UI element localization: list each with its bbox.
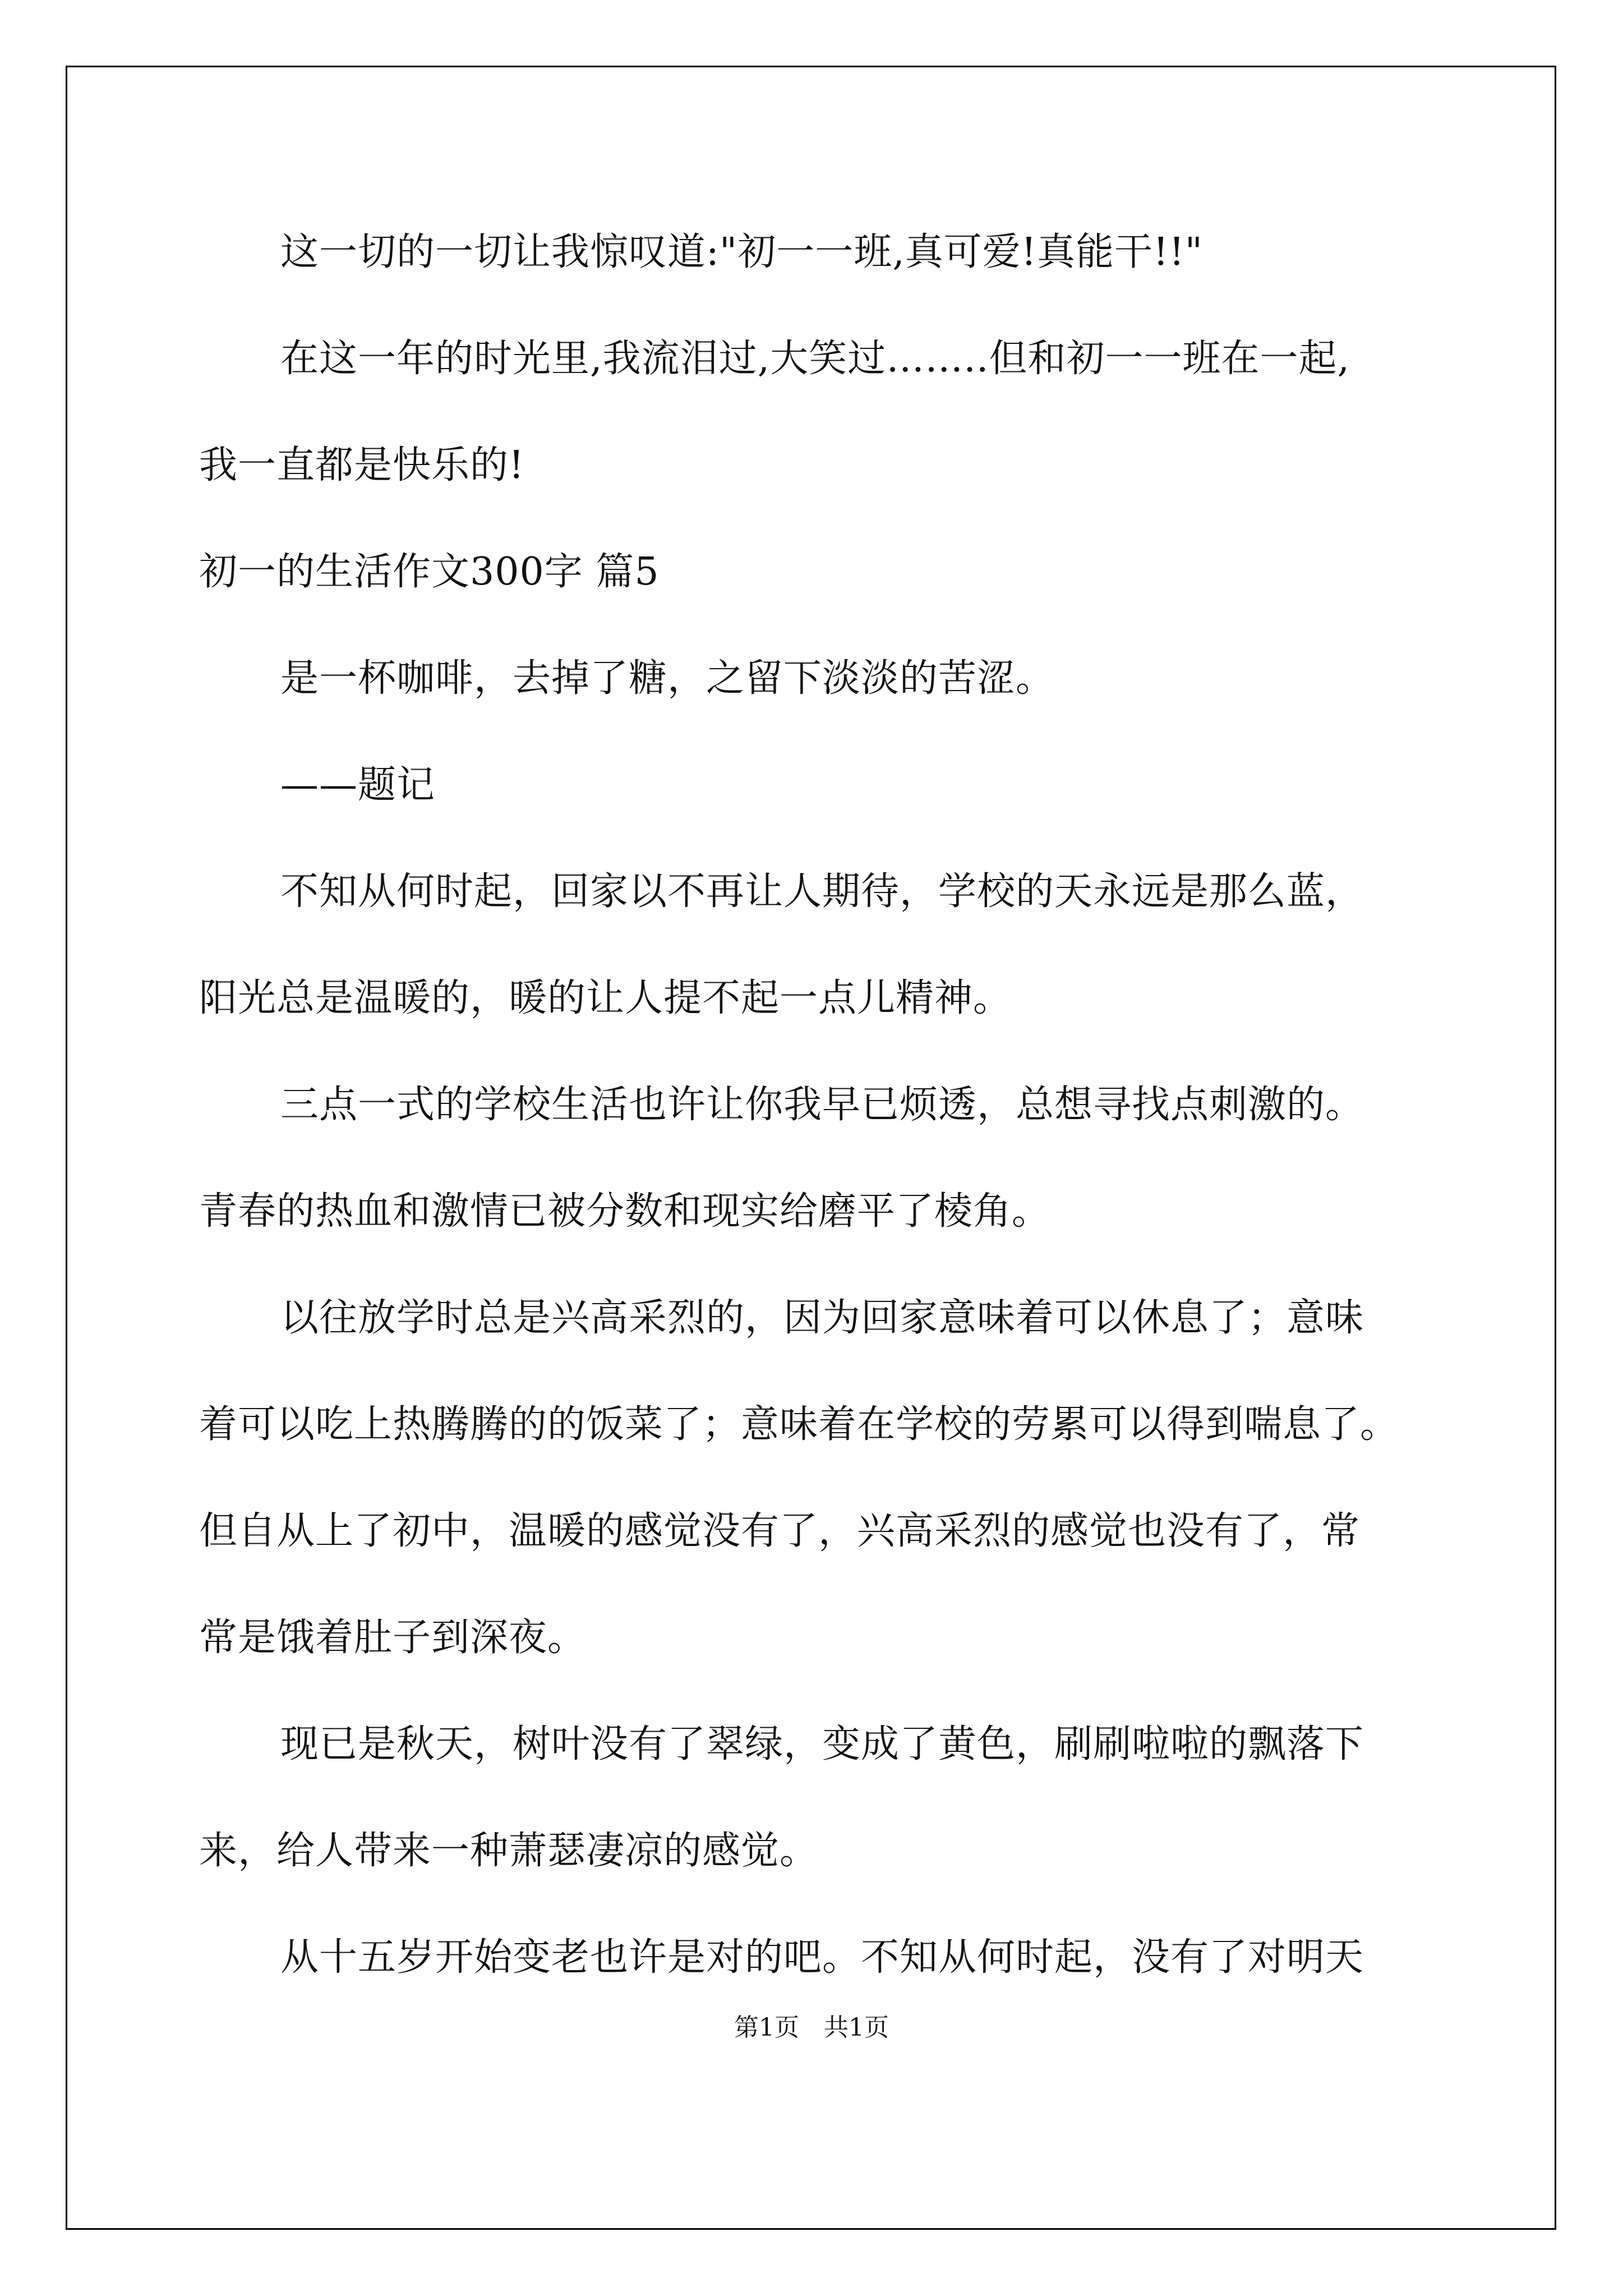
paragraph-line: 阳光总是温暖的，暖的让人提不起一点儿精神。 [199, 976, 1012, 1020]
paragraph-line: 常是饿着肚子到深夜。 [199, 1616, 587, 1660]
page-number-total: 共1页 [824, 2013, 889, 2042]
paragraph-line: 来，给人带来一种萧瑟凄凉的感觉。 [199, 1829, 819, 1873]
epigraph-attribution: ——题记 [280, 763, 436, 807]
paragraph-line: 着可以吃上热腾腾的的饭菜了；意味着在学校的劳累可以得到喘息了。 [199, 1402, 1399, 1447]
paragraph-line: 青春的热血和激情已被分数和现实给磨平了棱角。 [199, 1189, 1051, 1234]
paragraph-line: 不知从何时起，回家以不再让人期待，学校的天永远是那么蓝， [280, 869, 1364, 914]
paragraph-line: 这一切的一切让我惊叹道:"初一一班,真可爱!真能干!!" [280, 230, 1204, 274]
paragraph-line: 在这一年的时光里,我流泪过,大笑过……..但和初一一班在一起, [280, 337, 1350, 381]
page-border [66, 66, 1556, 2230]
paragraph-line: 我一直都是快乐的! [199, 443, 525, 487]
paragraph-line: 是一杯咖啡，去掉了糖，之留下淡淡的苦涩。 [280, 656, 1055, 701]
paragraph-line: 但自从上了初中，温暖的感觉没有了，兴高采烈的感觉也没有了，常 [199, 1509, 1361, 1553]
paragraph-line: 以往放学时总是兴高采烈的，因为回家意味着可以休息了；意味 [280, 1296, 1364, 1340]
paragraph-line: 从十五岁开始变老也许是对的吧。不知从何时起，没有了对明天 [280, 1935, 1364, 1980]
paragraph-line: 三点一式的学校生活也许让你我早已烦透，总想寻找点刺激的。 [280, 1083, 1364, 1127]
section-heading: 初一的生活作文300字 篇5 [199, 550, 660, 594]
page-footer [0, 2011, 1623, 2045]
page-number-current: 第1页 [734, 2013, 799, 2042]
paragraph-line: 现已是秋天，树叶没有了翠绿，变成了黄色，刷刷啦啦的飘落下 [280, 1722, 1364, 1766]
